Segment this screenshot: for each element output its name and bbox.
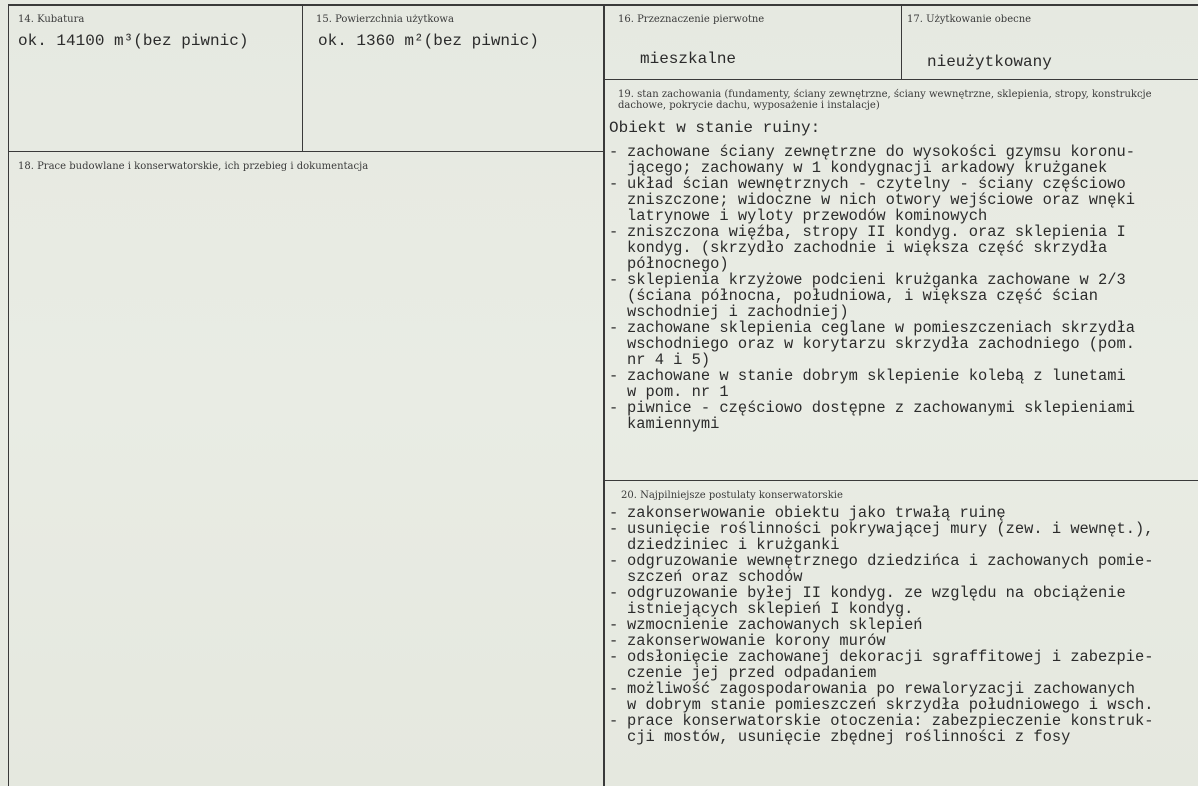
list-item-text: zachowane ściany zewnętrzne do wysokości gzymsu koronu- jącego; zachowany w 1 kondygnacji arkadowy krużganek [627, 143, 1135, 177]
list-item-text: odgruzowanie byłej II kondyg. ze względu na obciążenie istniejących sklepień I kondyg. [627, 584, 1126, 618]
bullet-dash: - [609, 223, 619, 241]
list-item-text: prace konserwatorskie otoczenia: zabezpieczenie konstruk- cji mostów, usunięcie zbędnej roślinności z fosy [627, 712, 1154, 746]
bullet-dash: - [609, 399, 619, 417]
list-item-text: zniszczona więźba, stropy II kondyg. oraz sklepienia I kondyg. (skrzydło zachodnie i większa część skrzydła północnego) [627, 223, 1126, 273]
list-item [609, 320, 1194, 368]
field-19-label: 19. stan zachowania (fundamenty, ściany zewnętrzne, ściany wewnętrzne, sklepienia, stropy, konstrukcje dachowe, pokrycie dachu, wyposażenie i instalacje) [618, 89, 1152, 111]
list-item-text: sklepienia krzyżowe podcieni krużganka zachowane w 2/3 (ściana północna, południowa, i większa część ścian wschodniej i zachodniej) [627, 271, 1126, 321]
bullet-dash: - [609, 520, 619, 538]
field-16-value: mieszkalne [640, 50, 737, 68]
bullet-dash: - [609, 319, 619, 337]
field-20-list [609, 505, 1194, 745]
list-item [609, 144, 1194, 176]
field-14-value: ok. 14100 m³(bez piwnic) [18, 32, 249, 50]
list-item-text: zakonserwowanie korony murów [627, 632, 886, 650]
bullet-dash: - [609, 648, 619, 666]
list-item [609, 681, 1194, 713]
list-item [609, 585, 1194, 617]
list-item [609, 272, 1194, 320]
hline-19-bottom [604, 480, 1198, 481]
list-item [609, 649, 1194, 681]
bullet-dash: - [609, 552, 619, 570]
field-17-value: nieużytkowany [927, 53, 1052, 71]
list-item [609, 633, 1194, 649]
bullet-dash: - [609, 504, 619, 522]
field-18-label: 18. Prace budowlane i konserwatorskie, ich przebieg i dokumentacja [18, 161, 369, 172]
bullet-dash: - [609, 143, 619, 161]
bullet-dash: - [609, 632, 619, 650]
field-17-label: 17. Użytkowanie obecne [907, 14, 1032, 25]
list-item [609, 617, 1194, 633]
field-19-list [609, 144, 1194, 432]
field-15-label: 15. Powierzchnia użytkowa [316, 14, 454, 25]
field-16-label: 16. Przeznaczenie pierwotne [618, 14, 765, 25]
bullet-dash: - [609, 680, 619, 698]
list-item-text: piwnice - częściowo dostępne z zachowanymi sklepieniami kamiennymi [627, 399, 1135, 433]
bullet-dash: - [609, 584, 619, 602]
field-20-label: 20. Najpilniejsze postulaty konserwatorskie [621, 490, 843, 501]
list-item [609, 713, 1194, 745]
list-item-text: zachowane w stanie dobrym sklepienie kolebą z lunetami w pom. nr 1 [627, 367, 1126, 401]
list-item-text: usunięcie roślinności pokrywającej mury (zew. i wewnęt.), dziedziniec i krużganki [627, 520, 1154, 554]
list-item-text: wzmocnienie zachowanych sklepień [627, 616, 923, 634]
list-item-text: odsłonięcie zachowanej dekoracji sgraffitowej i zabezpie- czenie jej przed odpadaniem [627, 648, 1154, 682]
bullet-dash: - [609, 271, 619, 289]
list-item [609, 521, 1194, 553]
list-item-text: układ ścian wewnętrznych - czytelny - ściany częściowo zniszczone; widoczne w nich otwory wejściowe oraz wnęki latrynowe i wyloty przewodów kominowych [627, 175, 1135, 225]
hline-14-15-bottom [8, 151, 604, 152]
list-item [609, 505, 1194, 521]
divider-14-15 [302, 4, 303, 152]
divider-16-17 [901, 4, 902, 80]
list-item [609, 553, 1194, 585]
hline-16-17-bottom [604, 79, 1198, 80]
list-item-text: zakonserwowanie obiektu jako trwałą ruinę [627, 504, 1006, 522]
field-14-label: 14. Kubatura [18, 14, 85, 25]
field-15-value: ok. 1360 m²(bez piwnic) [318, 32, 539, 50]
field-19-intro: Obiekt w stanie ruiny: [609, 119, 821, 137]
bullet-dash: - [609, 367, 619, 385]
list-item [609, 368, 1194, 400]
bullet-dash: - [609, 616, 619, 634]
list-item [609, 224, 1194, 272]
left-border [8, 4, 9, 786]
bullet-dash: - [609, 712, 619, 730]
list-item-text: zachowane sklepienia ceglane w pomieszczeniach skrzydła wschodniego oraz w korytarzu skrzydła zachodniego (pom. nr 4 i 5) [627, 319, 1135, 369]
center-divider [603, 4, 605, 786]
list-item-text: możliwość zagospodarowania po rewaloryzacji zachowanych w dobrym stanie pomieszczeń skrzydła południowego i wsch. [627, 680, 1154, 714]
list-item [609, 400, 1194, 432]
list-item-text: odgruzowanie wewnętrznego dziedzińca i zachowanych pomie- szczeń oraz schodów [627, 552, 1154, 586]
bullet-dash: - [609, 175, 619, 193]
list-item [609, 176, 1194, 224]
